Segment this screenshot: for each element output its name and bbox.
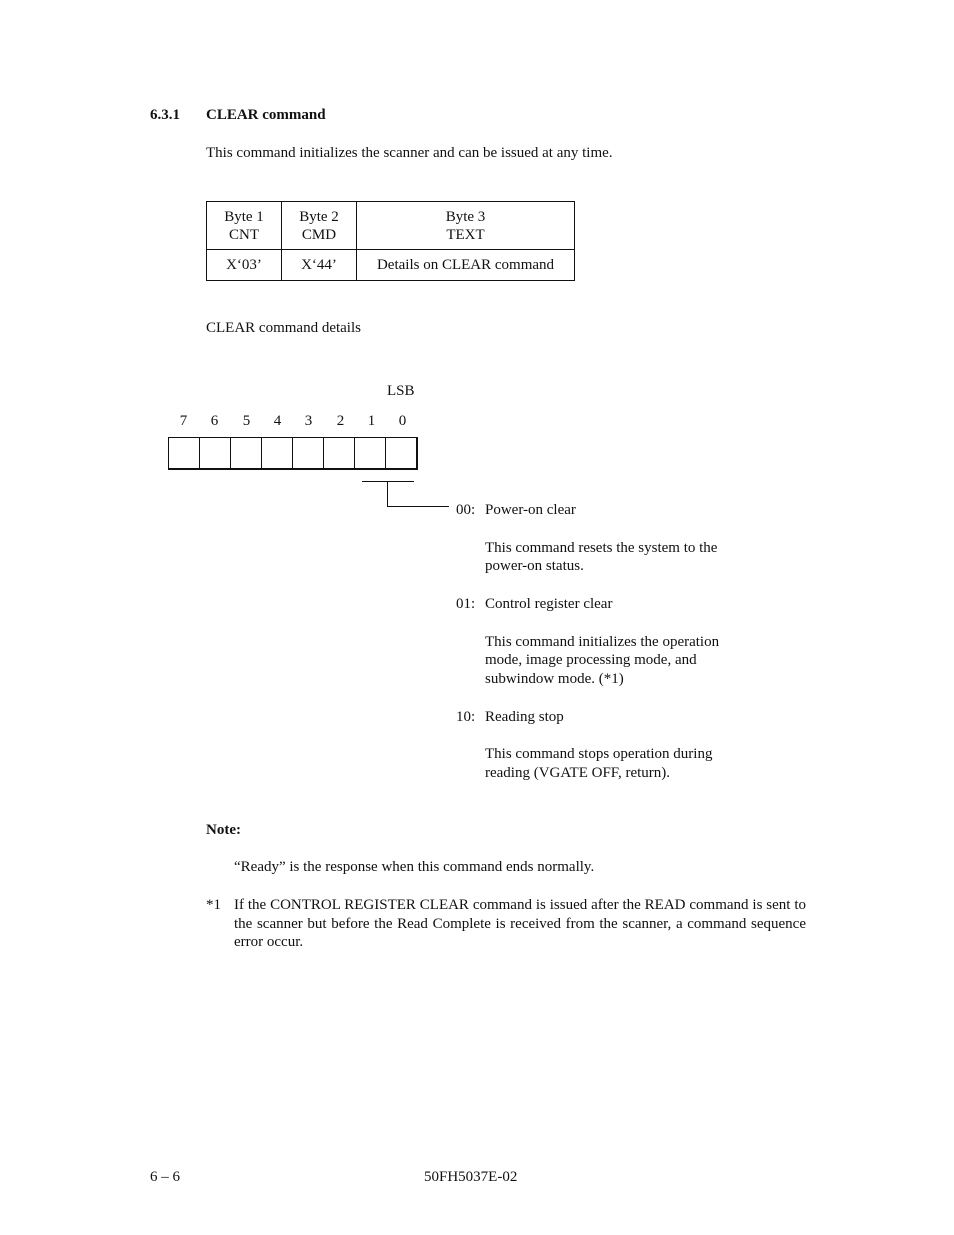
bit-cell-1 [355, 438, 386, 468]
header-byte1-line1: Byte 1 [224, 208, 264, 225]
bit-cell-0 [386, 438, 416, 468]
header-byte2-line2: CMD [301, 226, 337, 243]
lsb-label: LSB [387, 383, 415, 399]
section-title: CLEAR command [206, 107, 326, 123]
option-01-desc-line3: subwindow mode. (*1) [485, 671, 624, 687]
value-byte2: X‘44’ [282, 250, 357, 281]
option-10-desc-line2: reading (VGATE OFF, return). [485, 765, 671, 781]
header-byte2 [282, 202, 357, 250]
option-00-title: Power-on clear [485, 502, 576, 518]
bit-number-5: 5 [242, 413, 251, 429]
bit-register-box [168, 437, 418, 470]
bit-number-7: 7 [179, 413, 188, 429]
section-number: 6.3.1 [150, 107, 180, 123]
bit-cell-6 [200, 438, 231, 468]
details-heading: CLEAR command details [206, 320, 361, 336]
option-01-desc-line1: This command initializes the operation [485, 634, 720, 650]
document-id: 50FH5037E-02 [424, 1169, 518, 1185]
option-10-desc-line1: This command stops operation during [485, 746, 713, 762]
bracket-connector-vertical [387, 481, 388, 507]
header-byte3-line2: TEXT [446, 226, 485, 243]
bit-cell-3 [293, 438, 324, 468]
option-00-desc-line1: This command resets the system to the [485, 540, 718, 556]
header-byte1 [207, 202, 282, 250]
header-byte3 [357, 202, 575, 250]
bit-number-6: 6 [210, 413, 219, 429]
footnote-text: If the CONTROL REGISTER CLEAR command is issued after the READ command is sent to the scanner but before the Read Complete is received from the scanner, a command sequence error occur. [234, 897, 806, 950]
option-00-code: 00: [456, 502, 476, 518]
bit-cell-7 [169, 438, 200, 468]
bracket-connector-horizontal [387, 506, 449, 507]
bit-cell-2 [324, 438, 355, 468]
bit-bracket [362, 481, 414, 482]
note-text: “Ready” is the response when this command ends normally. [234, 859, 595, 875]
option-00-desc-line2: power-on status. [485, 558, 584, 574]
value-byte3: Details on CLEAR command [357, 250, 575, 281]
note-label: Note: [206, 822, 241, 838]
bit-number-2: 2 [336, 413, 345, 429]
value-byte1: X‘03’ [207, 250, 282, 281]
header-byte2-line1: Byte 2 [299, 208, 339, 225]
option-10-code: 10: [456, 709, 476, 725]
bit-number-3: 3 [304, 413, 313, 429]
option-01-desc-line2: mode, image processing mode, and [485, 652, 697, 668]
option-01-title: Control register clear [485, 596, 613, 612]
option-01-code: 01: [456, 596, 476, 612]
bit-cell-5 [231, 438, 262, 468]
bit-number-0: 0 [398, 413, 407, 429]
bit-cell-4 [262, 438, 293, 468]
footnote-marker: *1 [206, 897, 221, 913]
page-number: 6 – 6 [150, 1169, 180, 1185]
bit-number-4: 4 [273, 413, 282, 429]
bit-number-1: 1 [367, 413, 376, 429]
header-byte3-line1: Byte 3 [445, 208, 486, 225]
command-table [206, 201, 575, 281]
intro-text: This command initializes the scanner and can be issued at any time. [206, 145, 613, 161]
header-byte1-line2: CNT [229, 226, 259, 243]
option-10-title: Reading stop [485, 709, 564, 725]
